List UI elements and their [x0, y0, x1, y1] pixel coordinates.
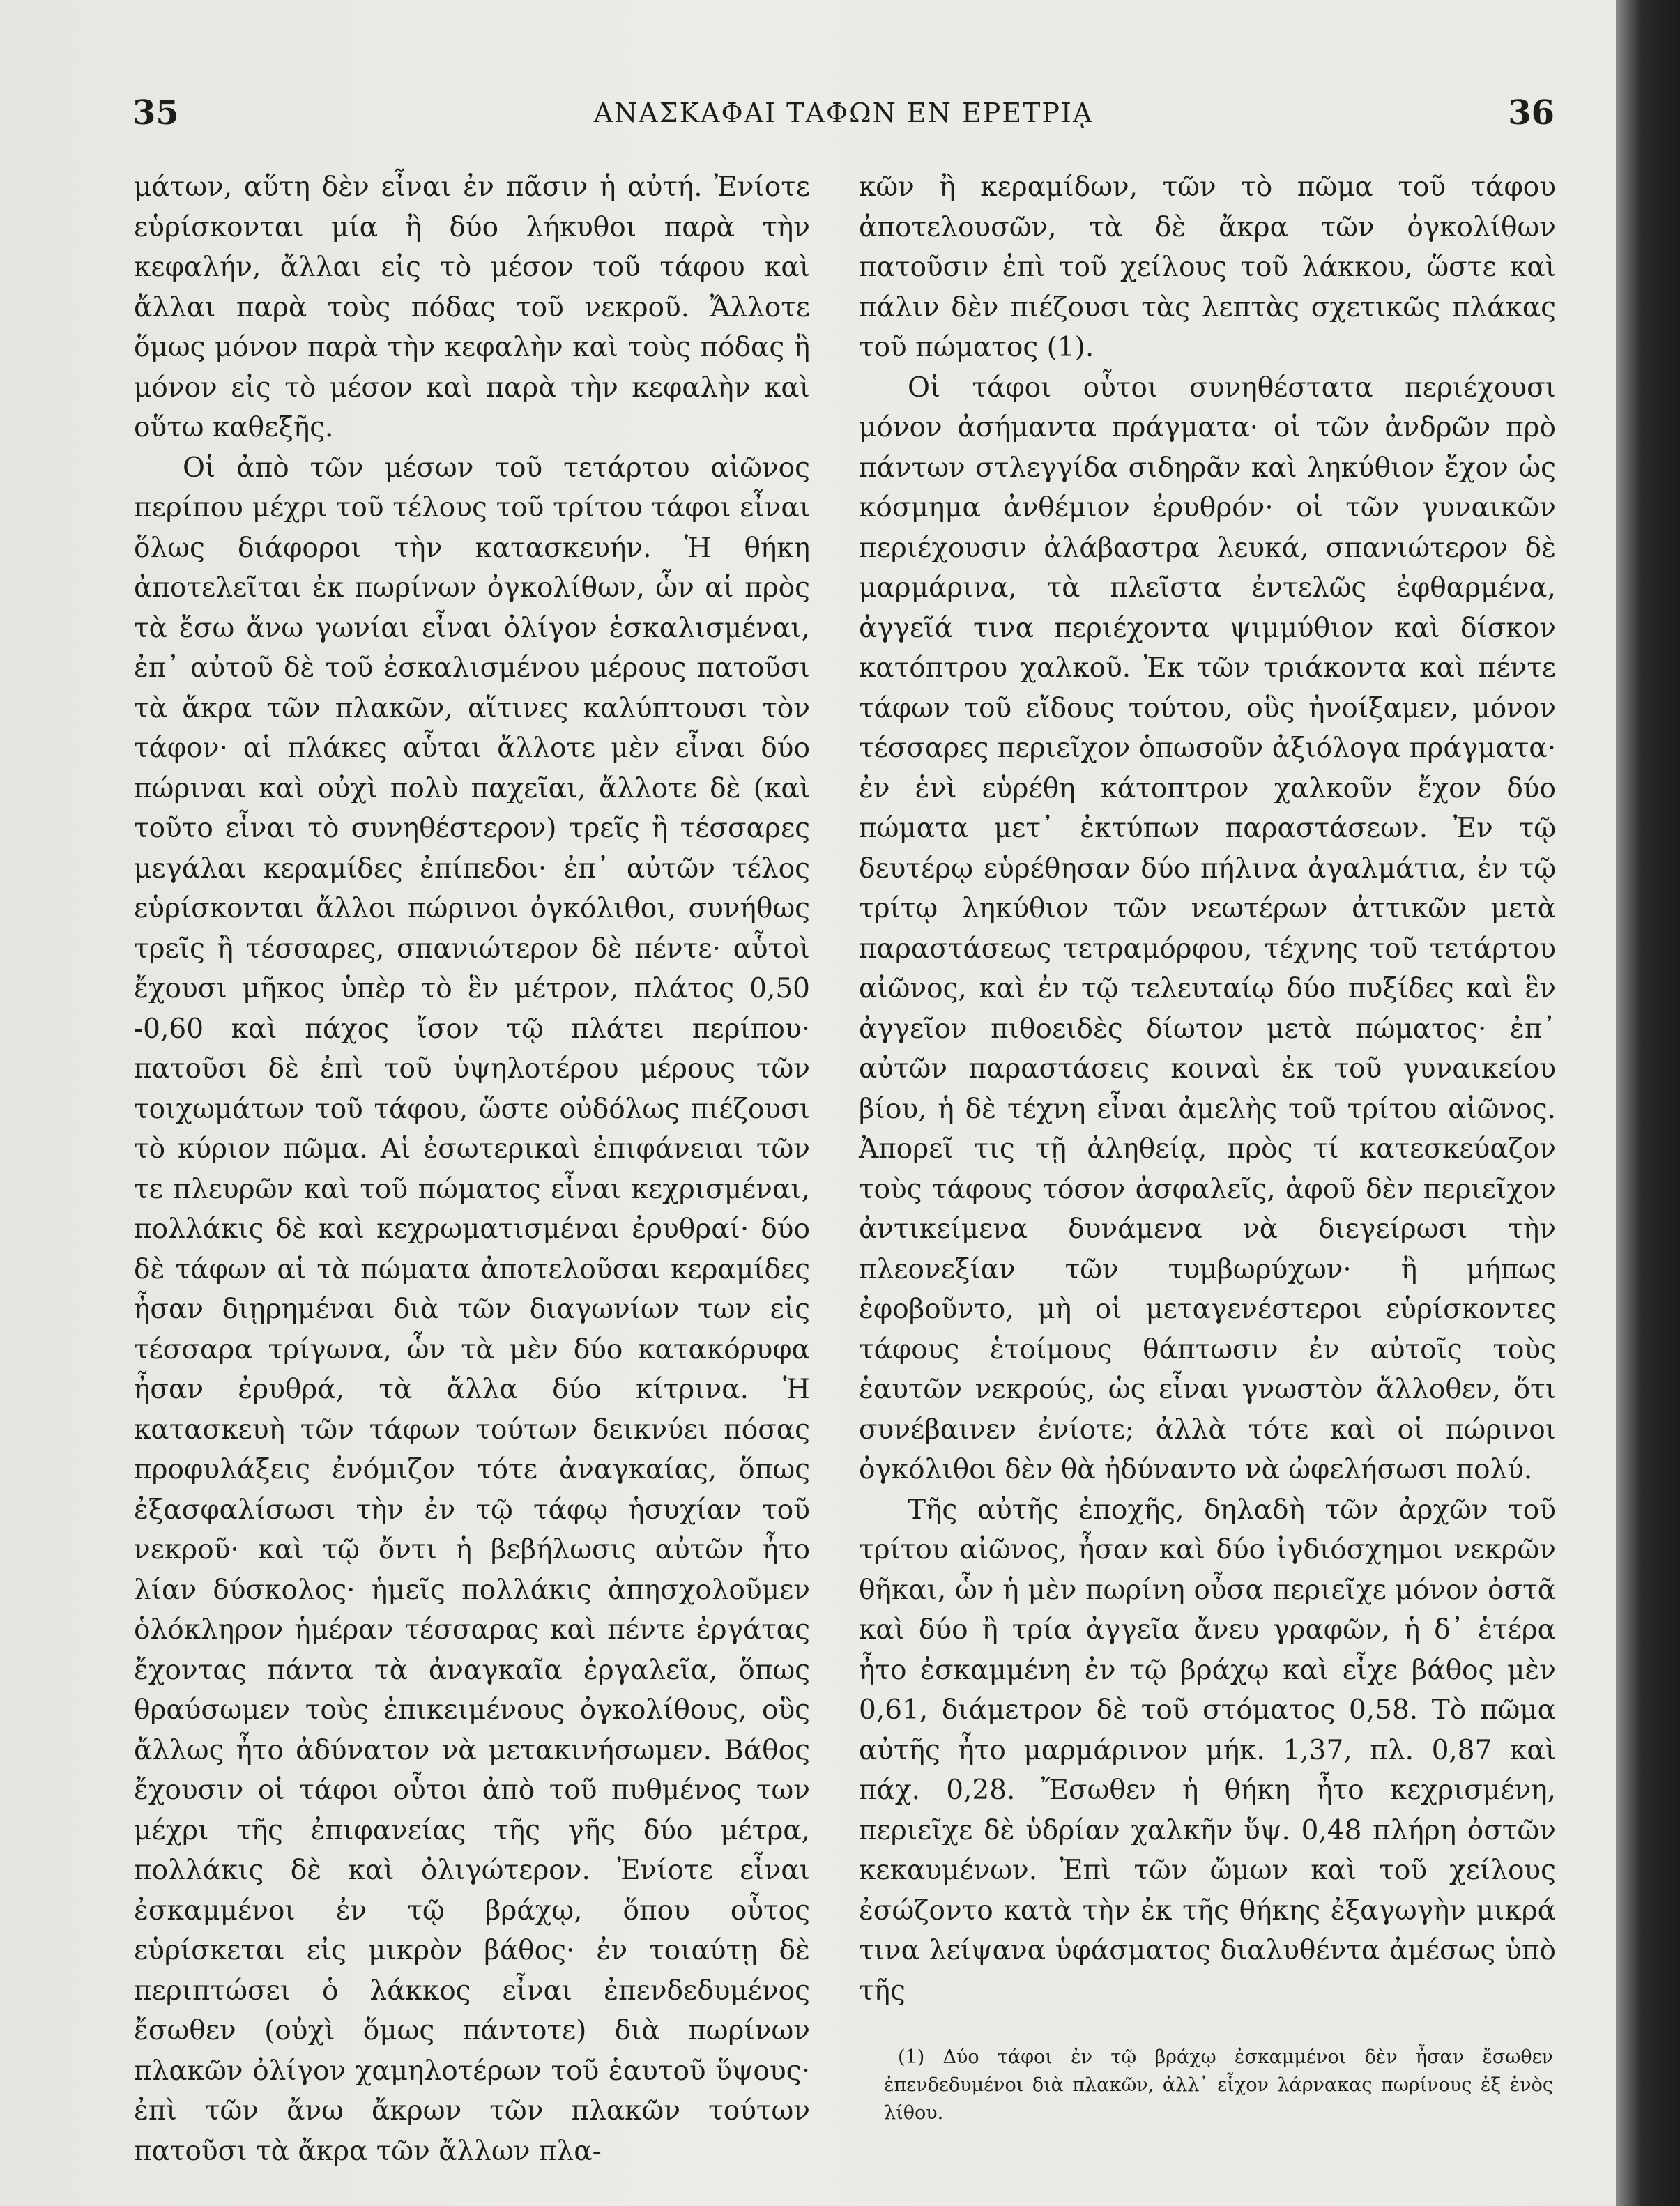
running-header	[132, 82, 1555, 138]
left-text-column	[134, 167, 810, 2171]
book-spine-shadow	[1616, 0, 1680, 2206]
footnote-text: (1) Δύο τάφοι ἐν τῷ βράχῳ ἐσκαμμένοι δὲν ἦσαν ἔσωθεν ἐπενδεδυμένοι διὰ πλακῶν, ἀλλ᾽ εἶχον λάρνακας πωρίνους ἐξ ἑνὸς λίθου.	[884, 2046, 1553, 2124]
paragraph: κῶν ἢ κεραμίδων, τῶν τὸ πῶμα τοῦ τάφου ἀποτελουσῶν, τὰ δὲ ἄκρα τῶν ὀγκολίθων πατοῦσιν ἐπὶ τοῦ χείλους τοῦ λάκκου, ὥστε καὶ πάλιν δὲν πιέζουσι τὰς λεπτὰς σχετικῶς πλάκας τοῦ πώματος (1).	[859, 171, 1556, 363]
paragraph: Οἱ τάφοι οὗτοι συνηθέστατα περιέχουσι μόνον ἀσήμαντα πράγματα· οἱ τῶν ἀνδρῶν πρὸ πάντων στλεγγίδα σιδηρᾶν καὶ ληκύθιον ἔχον ὡς κόσμημα ἀνθέμιον ἐρυθρόν· οἱ τῶν γυναικῶν περιέχουσιν ἀλάβαστρα λευκά, σπανιώτερον δὲ μαρμάρινα, τὰ πλεῖστα ἐντελῶς ἐφθαρμένα, ἀγγεῖά τινα περιέχοντα ψιμμύθιον καὶ δίσκον κατόπτρου χαλκοῦ. Ἐκ τῶν τριάκοντα καὶ πέντε τάφων τοῦ εἴδους τούτου, οὓς ἠνοίξαμεν, μόνον τέσσαρες περιεῖχον ὁπωσοῦν ἀξιόλογα πράγματα· ἐν ἑνὶ εὑρέθη κάτοπτρον χαλκοῦν ἔχον δύο πώματα μετ᾽ ἐκτύπων παραστάσεων. Ἐν τῷ δευτέρῳ εὑρέθησαν δύο πήλινα ἀγαλμάτια, ἐν τῷ τρίτῳ ληκύθιον τῶν νεωτέρων ἀττικῶν μετὰ παραστάσεως τετραμόρφου, τέχνης τοῦ τετάρτου αἰῶνος, καὶ ἐν τῷ τελευταίῳ δύο πυξίδες καὶ ἓν ἀγγεῖον πιθοειδὲς δίωτον μετὰ πώματος· ἐπ᾽ αὐτῶν παραστάσεις κοιναὶ ἐκ τοῦ γυναικείου βίου, ἡ δὲ τέχνη εἶναι ἀμελὴς τοῦ τρίτου αἰῶνος. Ἀπορεῖ τις τῇ ἀληθείᾳ, πρὸς τί κατεσκεύαζον τοὺς τάφους τόσον ἀσφαλεῖς, ἀφοῦ δὲν περιεῖχον ἀντικείμενα δυνάμενα νὰ διεγείρωσι τὴν πλεονεξίαν τῶν τυμβωρύχων· ἢ μήπως ἐφοβοῦντο, μὴ οἱ μεταγενέστεροι εὑρίσκοντες τάφους ἑτοίμους θάπτωσιν ἐν αὐτοῖς τοὺς ἑαυτῶν νεκρούς, ὡς εἶναι γνωστὸν ἄλλοθεν, ὅτι συνέβαινεν ἐνίοτε; ἀλλὰ τότε καὶ οἱ πώρινοι ὀγκόλιθοι δὲν θὰ ἠδύναντο νὰ ὠφελήσωσι πολύ.	[859, 372, 1556, 1485]
running-title: ΑΝΑΣΚΑΦΑΙ ΤΑΦΩΝ ΕΝ ΕΡΕΤΡΙᾼ	[593, 98, 1094, 128]
page-number-right: 36	[1508, 93, 1555, 132]
page-number-left: 35	[132, 93, 179, 132]
right-text-column	[859, 167, 1556, 2011]
paragraph: μάτων, αὕτη δὲν εἶναι ἐν πᾶσιν ἡ αὐτή. Ἐνίοτε εὑρίσκονται μία ἢ δύο λήκυθοι παρὰ τὴν κεφαλήν, ἄλλαι εἰς τὸ μέσον τοῦ τάφου καὶ ἄλλαι παρὰ τοὺς πόδας τοῦ νεκροῦ. Ἄλλοτε ὅμως μόνον παρὰ τὴν κεφαλὴν καὶ τοὺς πόδας ἢ μόνον εἰς τὸ μέσον καὶ παρὰ τὴν κεφαλὴν καὶ οὕτω καθεξῆς.	[134, 171, 810, 443]
paragraph: Τῆς αὐτῆς ἐποχῆς, δηλαδὴ τῶν ἀρχῶν τοῦ τρίτου αἰῶνος, ἦσαν καὶ δύο ἰγδιόσχημοι νεκρῶν θῆκαι, ὧν ἡ μὲν πωρίνη οὖσα περιεῖχε μόνον ὀστᾶ καὶ δύο ἢ τρία ἀγγεῖα ἄνευ γραφῶν, ἡ δ᾽ ἑτέρα ἦτο ἐσκαμμένη ἐν τῷ βράχῳ καὶ εἶχε βάθος μὲν 0,61, διάμετρον δὲ τοῦ στόματος 0,58. Τὸ πῶμα αὐτῆς ἦτο μαρμάρινον μήκ. 1,37, πλ. 0,87 καὶ πάχ. 0,28. Ἔσωθεν ἡ θήκη ἦτο κεχρισμένη, περιεῖχε δὲ ὑδρίαν χαλκῆν ὕψ. 0,48 πλήρη ὀστῶν κεκαυμένων. Ἐπὶ τῶν ὤμων καὶ τοῦ χείλους ἐσώζοντο κατὰ τὴν ἐκ τῆς θήκης ἐξαγωγὴν μικρά τινα λείψανα ὑφάσματος διαλυθέντα ἀμέσως ὑπὸ τῆς	[859, 1494, 1556, 2007]
paragraph: Οἱ ἀπὸ τῶν μέσων τοῦ τετάρτου αἰῶνος περίπου μέχρι τοῦ τέλους τοῦ τρίτου τάφοι εἶναι ὅλως διάφοροι τὴν κατασκευήν. Ἡ θήκη ἀποτελεῖται ἐκ πωρίνων ὀγκολίθων, ὧν αἱ πρὸς τὰ ἔσω ἄνω γωνίαι εἶναι ὀλίγον ἐσκαλισμέναι, ἐπ᾽ αὐτοῦ δὲ τοῦ ἐσκαλισμένου μέρους πατοῦσι τὰ ἄκρα τῶν πλακῶν, αἵτινες καλύπτουσι τὸν τάφον· αἱ πλάκες αὗται ἄλλοτε μὲν εἶναι δύο πώριναι καὶ οὐχὶ πολὺ παχεῖαι, ἄλλοτε δὲ (καὶ τοῦτο εἶναι τὸ συνηθέστερον) τρεῖς ἢ τέσσαρες μεγάλαι κεραμίδες ἐπίπεδοι· ἐπ᾽ αὐτῶν τέλος εὑρίσκονται ἄλλοι πώρινοι ὀγκόλιθοι, συνήθως τρεῖς ἢ τέσσαρες, σπανιώτερον δὲ πέντε· αὗτοὶ ἔχουσι μῆκος ὑπὲρ τὸ ἓν μέτρον, πλάτος 0,50 -0,60 καὶ πάχος ἴσον τῷ πλάτει περίπου· πατοῦσι δὲ ἐπὶ τοῦ ὑψηλοτέρου μέρους τῶν τοιχωμάτων τοῦ τάφου, ὥστε οὐδόλως πιέζουσι τὸ κύριον πῶμα. Αἱ ἐσωτερικαὶ ἐπιφάνειαι τῶν τε πλευρῶν καὶ τοῦ πώματος εἶναι κεχρισμέναι, πολλάκις δὲ καὶ κεχρωματισμέναι ἐρυθραί· δύο δὲ τάφων αἱ τὰ πώματα ἀποτελοῦσαι κεραμίδες ἦσαν διῃρημέναι διὰ τῶν διαγωνίων των εἰς τέσσαρα τρίγωνα, ὧν τὰ μὲν δύο κατακόρυφα ἦσαν ἐρυθρά, τὰ ἄλλα δύο κίτρινα. Ἡ κατασκευὴ τῶν τάφων τούτων δεικνύει πόσας προφυλάξεις ἐνόμιζον τότε ἀναγκαίας, ὅπως ἐξασφαλίσωσι τὴν ἐν τῷ τάφῳ ἡσυχίαν τοῦ νεκροῦ· καὶ τῷ ὄντι ἡ βεβήλωσις αὐτῶν ἦτο λίαν δύσκολος· ἡμεῖς πολλάκις ἀπησχολοῦμεν ὁλόκληρον ἡμέραν τέσσαρας καὶ πέντε ἐργάτας ἔχοντας πάντα τὰ ἀναγκαῖα ἐργαλεῖα, ὅπως θραύσωμεν τοὺς ἐπικειμένους ὀγκολίθους, οὓς ἄλλως ἦτο ἀδύνατον νὰ μετακινήσωμεν. Βάθος ἔχουσιν οἱ τάφοι οὗτοι ἀπὸ τοῦ πυθμένος των μέχρι τῆς ἐπιφανείας τῆς γῆς δύο μέτρα, πολλάκις δὲ καὶ ὀλιγώτερον. Ἐνίοτε εἶναι ἐσκαμμένοι ἐν τῷ βράχῳ, ὅπου οὗτος εὑρίσκεται εἰς μικρὸν βάθος· ἐν τοιαύτῃ δὲ περιπτώσει ὁ λάκκος εἶναι ἐπενδεδυμένος ἔσωθεν (οὐχὶ ὅμως πάντοτε) διὰ πωρίνων πλακῶν ὀλίγον χαμηλοτέρων τοῦ ἑαυτοῦ ὕψους· ἐπὶ τῶν ἄνω ἄκρων τῶν πλακῶν τούτων πατοῦσι τὰ ἄκρα τῶν ἄλλων πλα-	[134, 452, 810, 2167]
footnote	[884, 2044, 1553, 2127]
